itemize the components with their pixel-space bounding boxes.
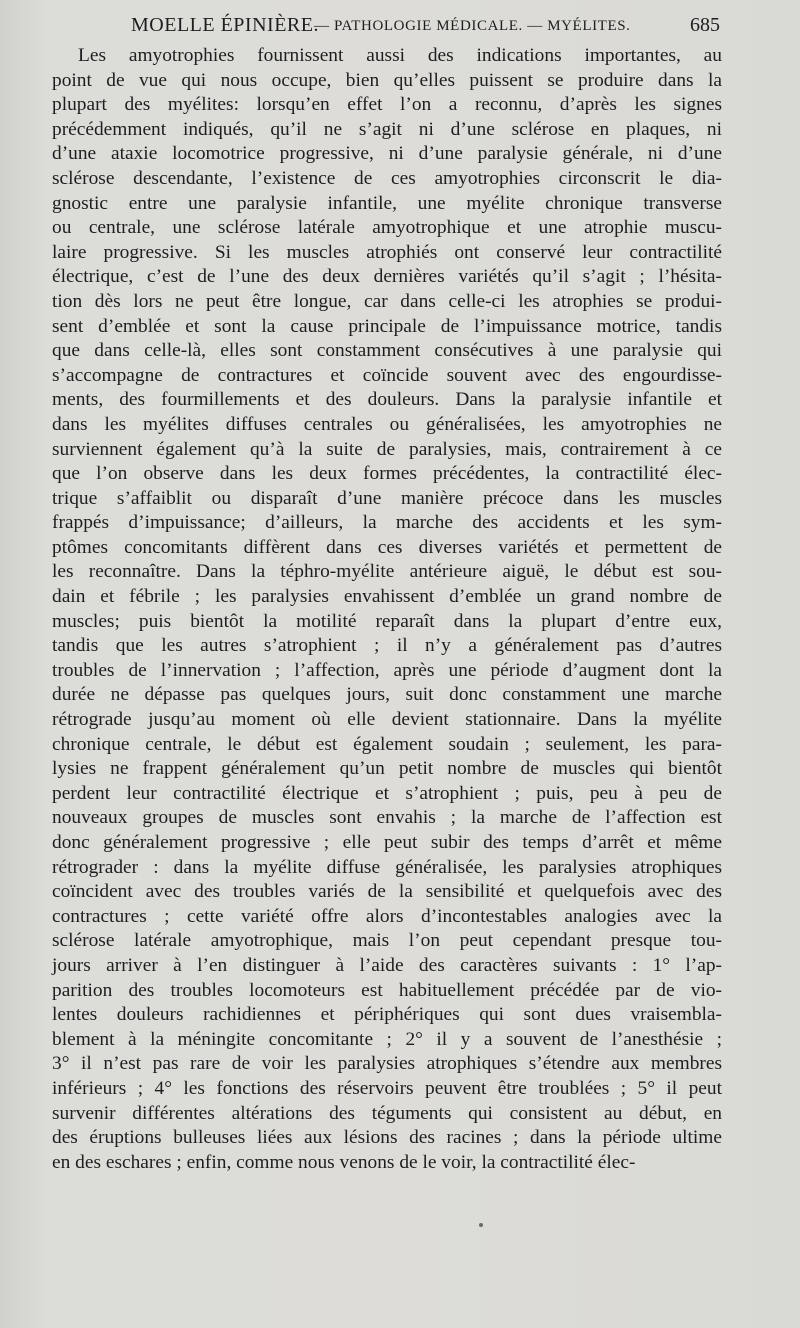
text-line: lysies ne frappent généralement qu’un petit nombre de muscles qui bientôt bbox=[52, 758, 722, 780]
text-line: ments, des fourmillements et des douleurs. Dans la paralysie infantile et bbox=[52, 389, 722, 411]
text-line: électrique, c’est de l’une des deux dernières variétés qu’il s’agit ; l’hésita- bbox=[52, 266, 722, 288]
text-line: ou centrale, une sclérose latérale amyotrophique et une atrophie muscu- bbox=[52, 217, 722, 239]
text-line: plupart des myélites: lorsqu’en effet l’on a reconnu, d’après les signes bbox=[52, 94, 722, 116]
text-line: troubles de l’innervation ; l’affection, après une période d’augment dont la bbox=[52, 659, 722, 681]
text-line: rétrograde jusqu’au moment où elle devient stationnaire. Dans la myélite bbox=[52, 709, 722, 731]
text-line: sclérose descendante, l’existence de ces amyotrophies circonscrit le dia- bbox=[52, 167, 722, 189]
text-line: frappés d’impuissance; d’ailleurs, la marche des accidents et les sym- bbox=[52, 512, 722, 534]
text-line: contractures ; cette variété offre alors d’incontestables analogies avec la bbox=[52, 905, 722, 927]
text-line: inférieurs ; 4° les fonctions des réservoirs peuvent être troublées ; 5° il peut bbox=[52, 1077, 722, 1099]
text-line: nouveaux groupes de muscles sont envahis ; la marche de l’affection est bbox=[52, 807, 722, 829]
text-line: jours arriver à l’en distinguer à l’aide des caractères suivants : 1° l’ap- bbox=[52, 954, 722, 976]
text-line: rétrograder : dans la myélite diffuse généralisée, les paralysies atrophiques bbox=[52, 856, 722, 878]
text-line: sent d’emblée et sont la cause principale de l’impuissance motrice, tandis bbox=[52, 315, 722, 337]
text-line: d’une ataxie locomotrice progressive, ni d’une paralysie générale, ni d’une bbox=[52, 143, 722, 165]
text-line: trique s’affaiblit ou disparaît d’une manière précoce dans les muscles bbox=[52, 487, 722, 509]
text-line: surviennent également qu’à la suite de paralysies, mais, contrairement à ce bbox=[52, 438, 722, 460]
text-line: des éruptions bulleuses liées aux lésions des racines ; dans la période ultime bbox=[52, 1127, 722, 1149]
text-line: les reconnaître. Dans la téphro-myélite antérieure aiguë, le début est sou- bbox=[52, 561, 722, 583]
text-line: laire progressive. Si les muscles atrophiés ont conservé leur contractilité bbox=[52, 241, 722, 263]
text-line: gnostic entre une paralysie infantile, une myélite chronique transverse bbox=[52, 192, 722, 214]
text-line: blement à la méningite concomitante ; 2° il y a souvent de l’anesthésie ; bbox=[52, 1028, 722, 1050]
page-number: 685 bbox=[690, 14, 720, 36]
text-line: perdent leur contractilité électrique et s’atrophient ; puis, peu à peu de bbox=[52, 782, 722, 804]
text-line: que dans celle-là, elles sont constamment consécutives à une paralysie qui bbox=[52, 340, 722, 362]
header-subtitle: — PATHOLOGIE MÉDICALE. — MYÉLITES. bbox=[314, 18, 631, 34]
text-line: Les amyotrophies fournissent aussi des indications importantes, au bbox=[78, 45, 722, 66]
running-header bbox=[0, 14, 800, 42]
text-line: durée ne dépasse pas quelques jours, suit donc constamment une marche bbox=[52, 684, 722, 706]
text-line: dans les myélites diffuses centrales ou généralisées, les amyotrophies ne bbox=[52, 413, 722, 435]
text-line: ptômes concomitants diffèrent dans ces diverses variétés et permettent de bbox=[52, 536, 722, 558]
text-line: tion dès lors ne peut être longue, car dans celle-ci les atrophies se produi- bbox=[52, 290, 722, 312]
ink-speck bbox=[479, 1223, 483, 1227]
text-line: point de vue qui nous occupe, bien qu’elles puissent se produire dans la bbox=[52, 69, 722, 91]
text-line: survenir différentes altérations des téguments qui consistent au début, en bbox=[52, 1102, 722, 1124]
text-line: 3° il n’est pas rare de voir les paralysies atrophiques s’étendre aux membres bbox=[52, 1053, 722, 1075]
text-line: en des eschares ; enfin, comme nous venons de le voir, la contractilité élec- bbox=[52, 1151, 636, 1173]
text-line: tandis que les autres s’atrophient ; il n’y a généralement pas d’autres bbox=[52, 635, 722, 657]
header-title: MOELLE ÉPINIÈRE. bbox=[131, 14, 319, 36]
text-line: précédemment indiqués, qu’il ne s’agit ni d’une sclérose en plaques, ni bbox=[52, 118, 722, 140]
text-line: chronique centrale, le début est également soudain ; seulement, les para- bbox=[52, 733, 722, 755]
text-line: sclérose latérale amyotrophique, mais l’on peut cependant presque tou- bbox=[52, 930, 722, 952]
text-line: lentes douleurs rachidiennes et périphériques qui sont dues vraisembla- bbox=[52, 1004, 722, 1026]
text-line: que l’on observe dans les deux formes précédentes, la contractilité élec- bbox=[52, 463, 722, 485]
text-line: muscles; puis bientôt la motilité reparaît dans la plupart d’entre eux, bbox=[52, 610, 722, 632]
text-line: s’accompagne de contractures et coïncide souvent avec des engourdisse- bbox=[52, 364, 722, 386]
text-line: donc généralement progressive ; elle peut subir des temps d’arrêt et même bbox=[52, 832, 722, 853]
text-line: parition des troubles locomoteurs est habituellement précédée par de vio- bbox=[52, 979, 722, 1001]
body-text bbox=[52, 44, 722, 1175]
text-line: coïncident avec des troubles variés de la sensibilité et quelquefois avec des bbox=[52, 881, 722, 903]
text-line: dain et fébrile ; les paralysies envahissent d’emblée un grand nombre de bbox=[52, 586, 722, 608]
